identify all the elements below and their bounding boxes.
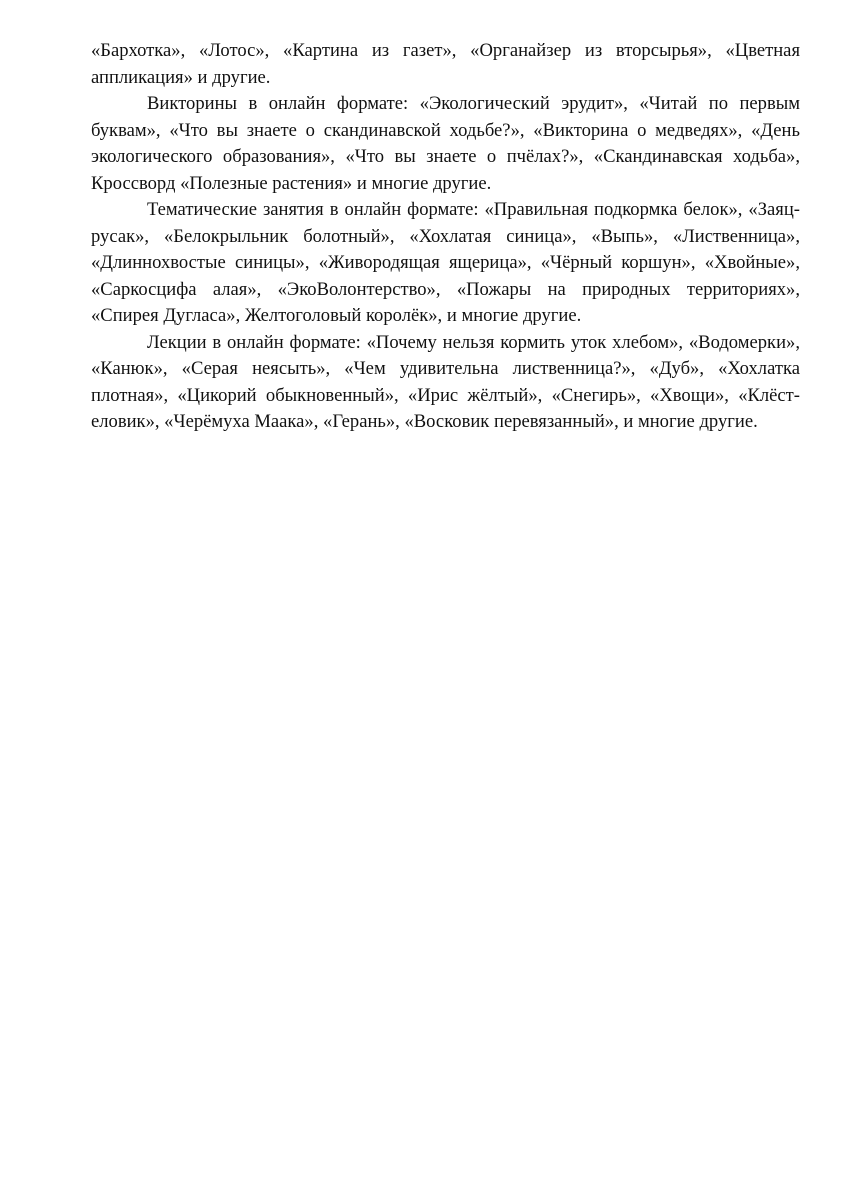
paragraph-thematic-classes: Тематические занятия в онлайн формате: «Правильная подкормка белок», «Заяц-русак», «Белокрыльник болотный», «Хохлатая синица», «Выпь», «Лиственница», «Длиннохвостые синицы», «Живородящая ящерица», «Чёрный коршун», «Хвойные», «Саркосцифа алая», «ЭкоВолонтерство», «Пожары на природных территориях», «Спирея Дугласа», Желтоголовый королёк», и многие другие.: [91, 199, 800, 326]
paragraph-crafts-continuation: «Бархотка», «Лотос», «Картина из газет», «Органайзер из вторсырья», «Цветная аппликация» и другие.: [91, 40, 800, 88]
paragraph-quizzes: Викторины в онлайн формате: «Экологический эрудит», «Читай по первым буквам», «Что вы знаете о скандинавской ходьбе?», «Викторина о медведях», «День экологического образования», «Что вы знаете о пчёлах?», «Скандинавская ходьба», Кроссворд «Полезные растения» и многие другие.: [91, 93, 800, 194]
paragraph-lectures: Лекции в онлайн формате: «Почему нельзя кормить уток хлебом», «Водомерки», «Канюк», «Серая неясыть», «Чем удивительна лиственница?», «Дуб», «Хохлатка плотная», «Цикорий обыкновенный», «Ирис жёлтый», «Снегирь», «Хвощи», «Клёст-еловик», «Черёмуха Маака», «Герань», «Восковик перевязанный», и многие другие.: [91, 331, 800, 432]
document-page: [91, 38, 800, 436]
